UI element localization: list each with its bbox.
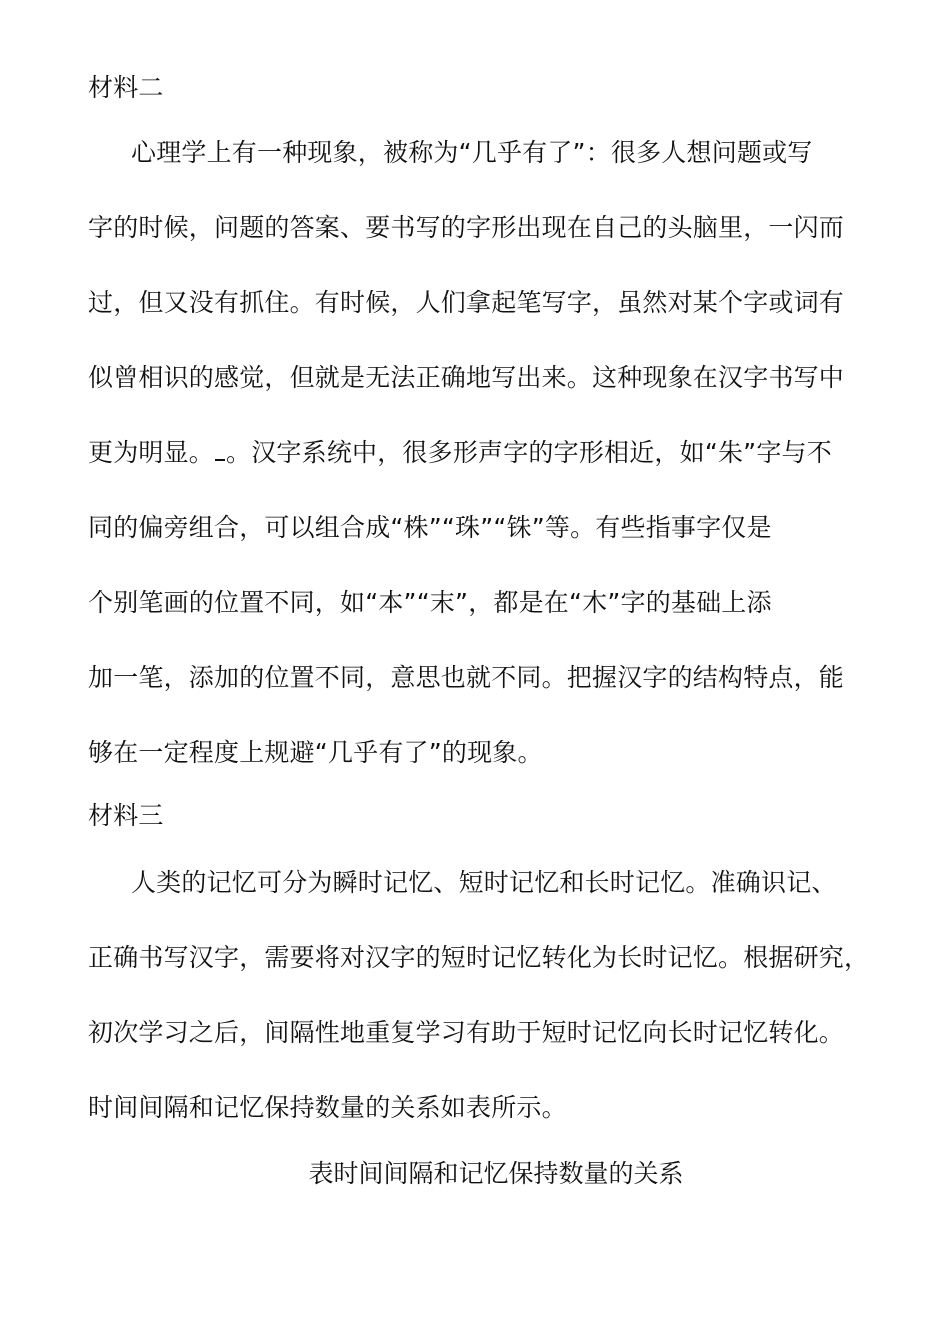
paragraph-line: 初次学习之后，间隔性地重复学习有助于短时记忆向长时记忆转化。 [88,1018,845,1047]
fill-in-blank [215,441,225,461]
line-text: 。汉字系统中，很多形声字的字形相近，如“朱”字与不 [226,438,832,467]
paragraph-line: 似曾相识的感觉，但就是无法正确地写出来。这种现象在汉字书写中 [88,363,845,392]
paragraph-line: 过，但又没有抓住。有时候，人们拿起笔写字，虽然对某个字或词有 [88,288,845,317]
paragraph-line: 加一笔，添加的位置不同，意思也就不同。把握汉字的结构特点，能 [88,663,845,692]
paragraph-line: 正确书写汉字，需要将对汉字的短时记忆转化为长时记忆。根据研究， [88,943,870,972]
line-text: 更为明显。 [88,438,215,467]
paragraph-line: 时间间隔和记忆保持数量的关系如表所示。 [88,1093,567,1122]
section-heading: 材料三 [88,801,164,830]
paragraph-line [88,437,832,469]
section-heading: 材料二 [88,73,164,102]
paragraph-line: 够在一定程度上规避“几乎有了”的现象。 [88,738,543,767]
paragraph-line: 同的偏旁组合，可以组合成“株”“珠”“铢”等。有些指事字仅是 [88,513,772,542]
paragraph-line: 心理学上有一种现象，被称为“几乎有了”：很多人想问题或写 [131,138,813,167]
paragraph-line: 人类的记忆可分为瞬时记忆、短时记忆和长时记忆。准确识记、 [131,868,837,897]
table-caption: 表时间间隔和记忆保持数量的关系 [308,1159,684,1188]
paragraph-line: 字的时候，问题的答案、要书写的字形出现在自己的头脑里，一闪而 [88,213,845,242]
paragraph-line: 个别笔画的位置不同，如“本”“末”，都是在“木”字的基础上添 [88,588,772,617]
